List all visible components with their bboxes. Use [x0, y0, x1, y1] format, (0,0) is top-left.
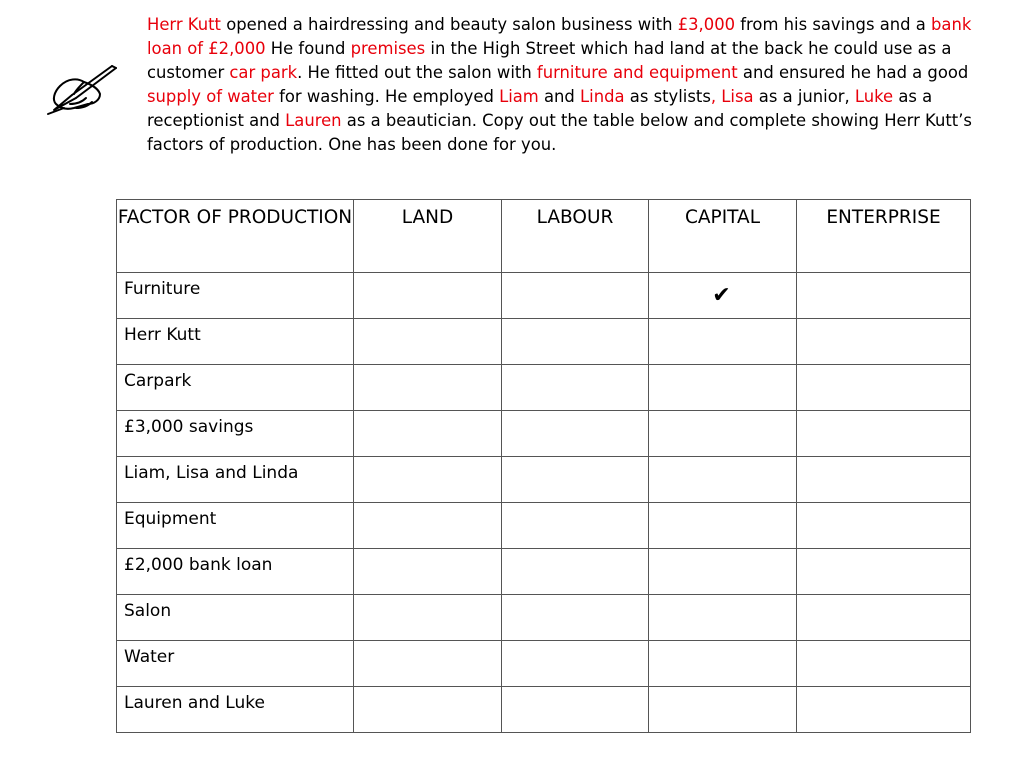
cell-capital: [649, 549, 797, 595]
cell-enterprise: [797, 411, 971, 457]
cell-land: [354, 273, 502, 319]
table-row: [117, 641, 971, 687]
header-capital: CAPITAL: [649, 200, 797, 273]
cell-labour: [502, 503, 649, 549]
cell-labour: [502, 365, 649, 411]
highlighted-term: Linda: [580, 87, 625, 106]
intro-text: . He fitted out the salon with: [297, 63, 537, 82]
cell-land: [354, 411, 502, 457]
cell-enterprise: [797, 319, 971, 365]
cell-land: [354, 549, 502, 595]
factors-table: [116, 199, 971, 733]
cell-enterprise: [797, 687, 971, 733]
cell-enterprise: [797, 457, 971, 503]
header-labour: LABOUR: [502, 200, 649, 273]
highlighted-term: supply of water: [147, 87, 274, 106]
highlighted-term: Herr Kutt: [147, 15, 221, 34]
highlighted-term: bank loan of £2,000: [147, 15, 972, 58]
row-label: Salon: [117, 595, 354, 641]
header-land: LAND: [354, 200, 502, 273]
intro-text: He found: [265, 39, 351, 58]
cell-land: [354, 641, 502, 687]
check-icon: ✔: [712, 282, 731, 308]
table-row: [117, 273, 971, 319]
cell-labour: [502, 641, 649, 687]
cell-enterprise: [797, 549, 971, 595]
highlighted-term: Lauren: [285, 111, 342, 130]
row-label: £2,000 bank loan: [117, 549, 354, 595]
row-label: Carpark: [117, 365, 354, 411]
cell-capital: [649, 457, 797, 503]
intro-text: as a receptionist and: [147, 87, 933, 130]
intro-text: as a junior,: [753, 87, 855, 106]
highlighted-term: £3,000: [677, 15, 736, 34]
cell-enterprise: [797, 503, 971, 549]
row-label: Herr Kutt: [117, 319, 354, 365]
cell-enterprise: [797, 595, 971, 641]
cell-labour: [502, 687, 649, 733]
table-row: [117, 687, 971, 733]
cell-labour: [502, 457, 649, 503]
highlighted-term: Luke: [854, 87, 894, 106]
row-label: Equipment: [117, 503, 354, 549]
highlighted-term: car park: [229, 63, 298, 82]
intro-text: as a beautician. Copy out the table below and complete showing Herr Kutt’s factors of production. One has been done for you.: [147, 111, 972, 154]
highlighted-term: furniture and equipment: [536, 63, 738, 82]
table-row: [117, 503, 971, 549]
header-factor-of-production: FACTOR OF PRODUCTION: [117, 200, 354, 273]
cell-labour: [502, 273, 649, 319]
table-row: [117, 411, 971, 457]
writing-hand-icon: [46, 64, 122, 120]
row-label: Liam, Lisa and Linda: [117, 457, 354, 503]
cell-labour: [502, 319, 649, 365]
intro-text: in the High Street which had land at the back he could use as a customer: [147, 39, 952, 82]
table-row: [117, 595, 971, 641]
cell-capital: [649, 319, 797, 365]
cell-capital: [649, 411, 797, 457]
cell-labour: [502, 549, 649, 595]
row-label: Furniture: [117, 273, 354, 319]
highlighted-term: Liam: [499, 87, 539, 106]
intro-text: and ensured he had a good: [737, 63, 969, 82]
cell-land: [354, 457, 502, 503]
instructions-paragraph: [147, 13, 977, 157]
cell-land: [354, 595, 502, 641]
intro-text: and: [538, 87, 581, 106]
cell-labour: [502, 595, 649, 641]
table-row: [117, 365, 971, 411]
row-label: Lauren and Luke: [117, 687, 354, 733]
table-row: [117, 457, 971, 503]
cell-enterprise: [797, 641, 971, 687]
intro-text: opened a hairdressing and beauty salon business with: [220, 15, 678, 34]
cell-capital: [649, 273, 797, 319]
header-enterprise: ENTERPRISE: [797, 200, 971, 273]
cell-enterprise: [797, 365, 971, 411]
cell-land: [354, 503, 502, 549]
highlighted-term: , Lisa: [710, 87, 754, 106]
table-header-row: [117, 200, 971, 273]
cell-capital: [649, 641, 797, 687]
cell-capital: [649, 595, 797, 641]
table-row: [117, 549, 971, 595]
cell-labour: [502, 411, 649, 457]
cell-capital: [649, 687, 797, 733]
row-label: Water: [117, 641, 354, 687]
cell-land: [354, 365, 502, 411]
cell-land: [354, 319, 502, 365]
intro-text: as stylists: [624, 87, 711, 106]
cell-capital: [649, 503, 797, 549]
intro-text: from his savings and a: [735, 15, 931, 34]
cell-land: [354, 687, 502, 733]
intro-text: for washing. He employed: [273, 87, 500, 106]
cell-enterprise: [797, 273, 971, 319]
table-row: [117, 319, 971, 365]
highlighted-term: premises: [350, 39, 426, 58]
cell-capital: [649, 365, 797, 411]
row-label: £3,000 savings: [117, 411, 354, 457]
